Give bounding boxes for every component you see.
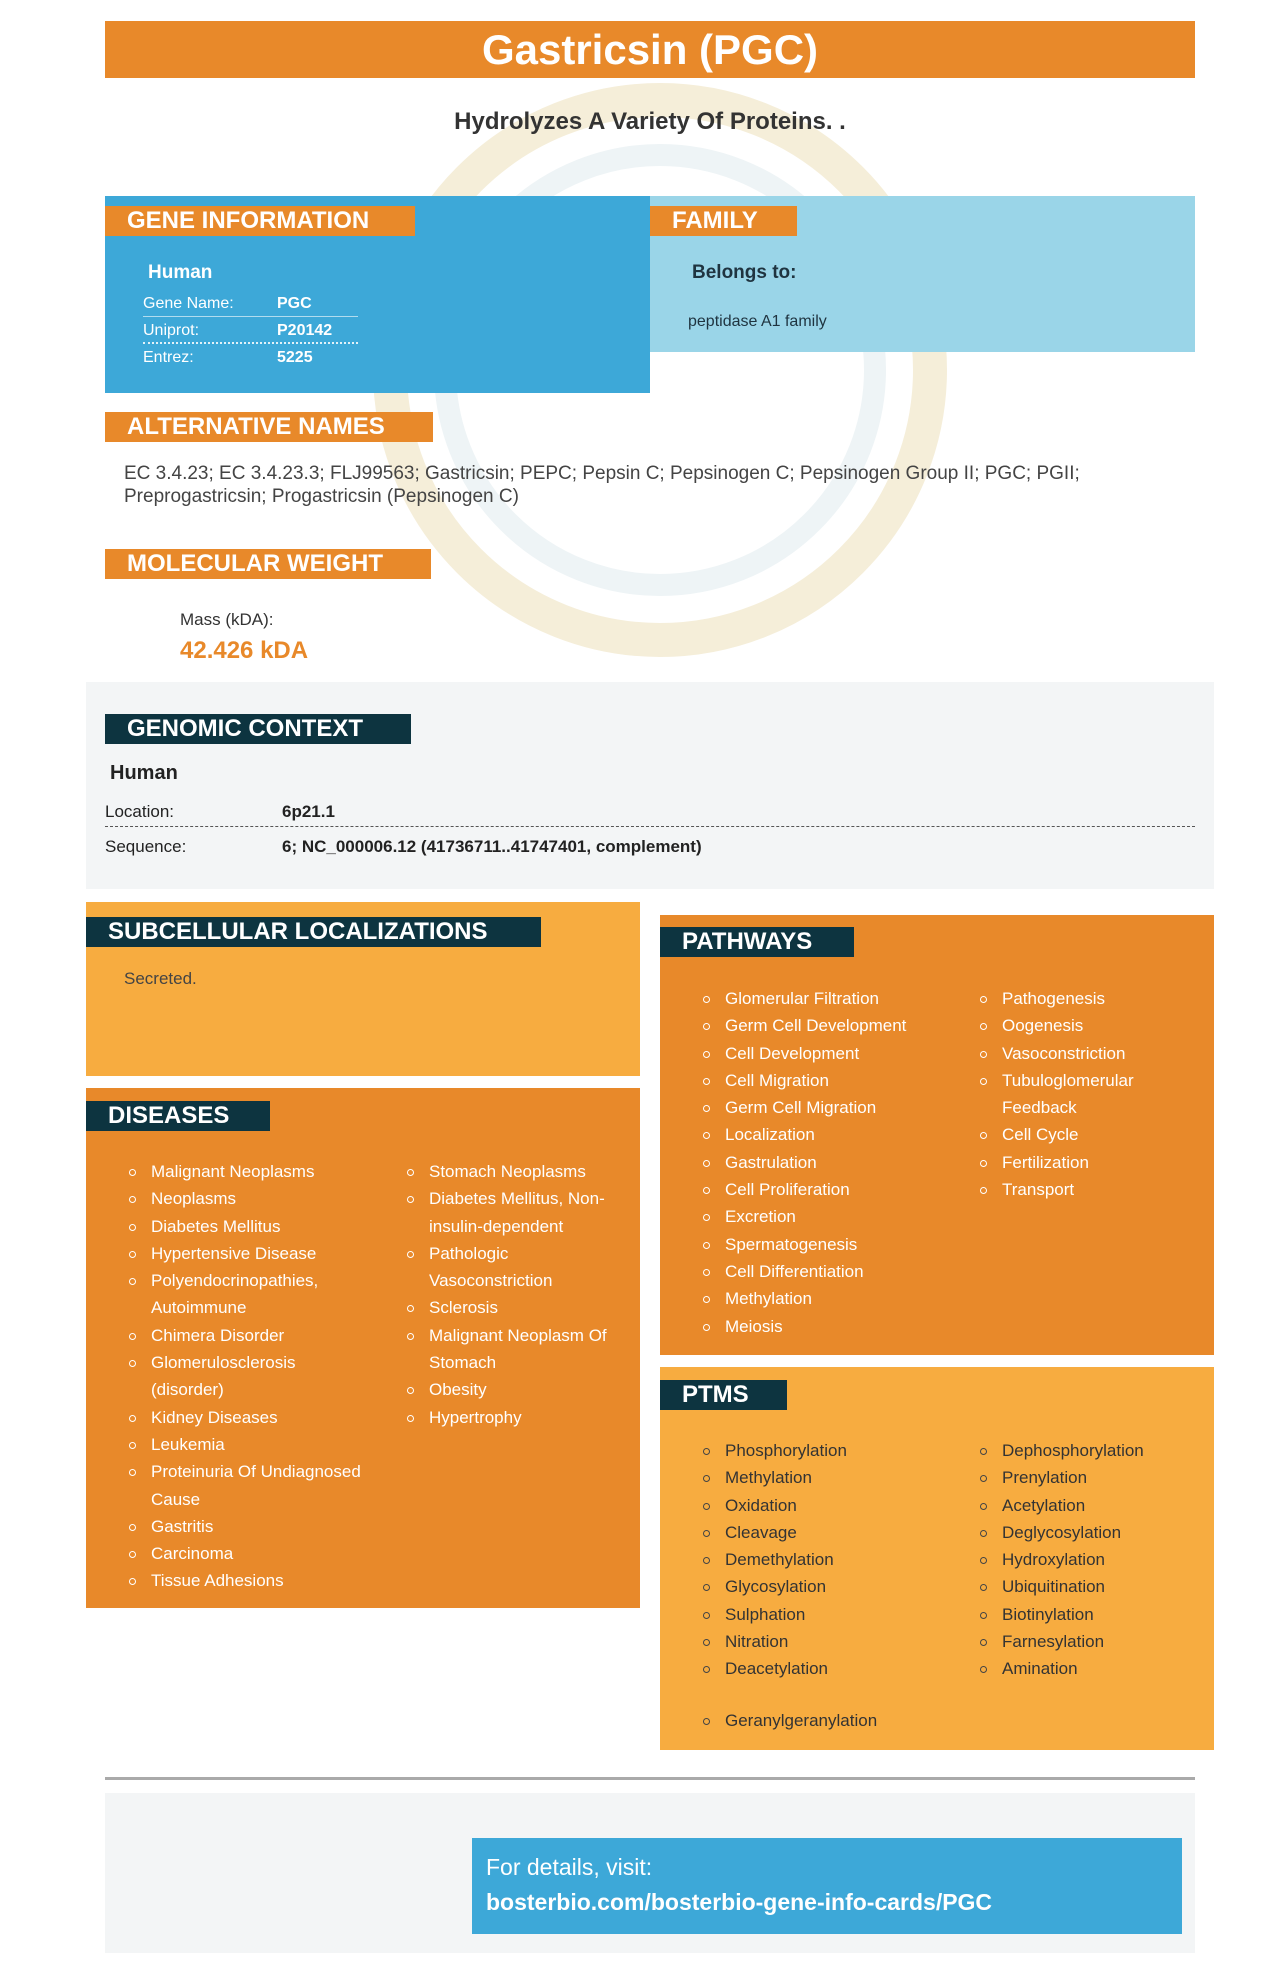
pathway-item: Cell Cycle bbox=[978, 1121, 1203, 1148]
disease-item: Obesity bbox=[405, 1376, 630, 1403]
subcellular-text: Secreted. bbox=[124, 969, 197, 988]
disease-item: Proteinuria Of Undiagnosed Cause bbox=[127, 1458, 372, 1513]
diseases-list-col2 bbox=[405, 1158, 630, 1431]
disease-item: Leukemia bbox=[127, 1431, 372, 1458]
ptm-item: Amination bbox=[978, 1655, 1208, 1682]
family-heading: FAMILY bbox=[650, 206, 797, 236]
ptms-list-col1 bbox=[701, 1437, 941, 1683]
gene-information-panel bbox=[105, 196, 650, 393]
ptm-item: Oxidation bbox=[701, 1492, 941, 1519]
gene-name-value: PGC bbox=[277, 295, 312, 312]
ptm-item: Cleavage bbox=[701, 1519, 941, 1546]
ptm-item: Dephosphorylation bbox=[978, 1437, 1208, 1464]
ptms-panel bbox=[660, 1367, 1214, 1750]
subcellular-localizations-panel bbox=[86, 902, 640, 1076]
entrez-label: Entrez: bbox=[143, 349, 194, 366]
pathway-item: Spermatogenesis bbox=[701, 1231, 941, 1258]
ptm-item: Farnesylation bbox=[978, 1628, 1208, 1655]
molecular-weight-heading: MOLECULAR WEIGHT bbox=[105, 549, 431, 579]
disease-item: Malignant Neoplasm Of Stomach bbox=[405, 1322, 630, 1377]
sequence-value: 6; NC_000006.12 (41736711..41747401, complement) bbox=[282, 837, 702, 856]
family-value: peptidase A1 family bbox=[688, 313, 827, 330]
disease-item: Hypertrophy bbox=[405, 1404, 630, 1431]
ptm-item: Geranylgeranylation bbox=[701, 1707, 941, 1734]
pathway-item: Gastrulation bbox=[701, 1149, 941, 1176]
family-panel bbox=[650, 196, 1195, 352]
footer-divider bbox=[105, 1777, 1195, 1780]
ptm-item: Prenylation bbox=[978, 1464, 1208, 1491]
pathway-item: Fertilization bbox=[978, 1149, 1203, 1176]
ptm-item: Methylation bbox=[701, 1464, 941, 1491]
pathways-heading: PATHWAYS bbox=[660, 927, 854, 957]
ptm-item: Nitration bbox=[701, 1628, 941, 1655]
gene-name-row bbox=[143, 291, 358, 317]
disease-item: Diabetes Mellitus bbox=[127, 1213, 372, 1240]
pathways-list-col2 bbox=[978, 985, 1203, 1203]
ptm-item: Sulphation bbox=[701, 1601, 941, 1628]
pathways-panel bbox=[660, 915, 1214, 1355]
alternative-names-heading: ALTERNATIVE NAMES bbox=[105, 412, 433, 442]
ptm-item: Deacetylation bbox=[701, 1655, 941, 1682]
pathway-item: Vasoconstriction bbox=[978, 1040, 1203, 1067]
uniprot-value: P20142 bbox=[277, 322, 333, 339]
pathway-item: Pathogenesis bbox=[978, 985, 1203, 1012]
pathway-item: Meiosis bbox=[701, 1313, 941, 1340]
ptm-item: Glycosylation bbox=[701, 1573, 941, 1600]
disease-item: Hypertensive Disease bbox=[127, 1240, 372, 1267]
location-row bbox=[105, 797, 1195, 827]
subcellular-heading: SUBCELLULAR LOCALIZATIONS bbox=[86, 917, 541, 947]
disease-item: Diabetes Mellitus, Non-insulin-dependent bbox=[405, 1185, 630, 1240]
diseases-list-col1 bbox=[127, 1158, 372, 1595]
diseases-heading: DISEASES bbox=[86, 1101, 270, 1131]
diseases-panel bbox=[86, 1088, 640, 1608]
genomic-context-heading: GENOMIC CONTEXT bbox=[105, 714, 411, 744]
disease-item: Malignant Neoplasms bbox=[127, 1158, 372, 1185]
mass-value: 42.426 kDA bbox=[180, 637, 309, 664]
ptms-list-extra bbox=[701, 1707, 941, 1734]
entrez-row bbox=[143, 345, 358, 371]
details-link[interactable]: bosterbio.com/bosterbio-gene-info-cards/PGC bbox=[486, 1889, 993, 1915]
uniprot-row bbox=[143, 318, 358, 344]
entrez-value: 5225 bbox=[277, 349, 313, 366]
mass-label: Mass (kDA): bbox=[180, 610, 274, 629]
page-title: Gastricsin (PGC) bbox=[105, 21, 1195, 78]
ptm-item: Deglycosylation bbox=[978, 1519, 1208, 1546]
pathway-item: Localization bbox=[701, 1121, 941, 1148]
pathway-item: Cell Migration bbox=[701, 1067, 941, 1094]
sequence-label: Sequence: bbox=[105, 837, 187, 856]
gene-name-label: Gene Name: bbox=[143, 295, 234, 312]
pathway-item: Excretion bbox=[701, 1203, 941, 1230]
pathway-item: Transport bbox=[978, 1176, 1203, 1203]
disease-item: Chimera Disorder bbox=[127, 1322, 372, 1349]
pathway-item: Germ Cell Development bbox=[701, 1012, 941, 1039]
pathway-item: Cell Proliferation bbox=[701, 1176, 941, 1203]
details-callout[interactable] bbox=[472, 1838, 1182, 1934]
pathway-item: Tubuloglomerular Feedback bbox=[978, 1067, 1203, 1122]
disease-item: Gastritis bbox=[127, 1513, 372, 1540]
disease-item: Polyendocrinopathies, Autoimmune bbox=[127, 1267, 372, 1322]
ptm-item: Acetylation bbox=[978, 1492, 1208, 1519]
disease-item: Stomach Neoplasms bbox=[405, 1158, 630, 1185]
disease-item: Sclerosis bbox=[405, 1294, 630, 1321]
gene-species: Human bbox=[148, 262, 213, 283]
ptm-item: Hydroxylation bbox=[978, 1546, 1208, 1573]
page-subtitle: Hydrolyzes A Variety Of Proteins. . bbox=[454, 108, 846, 135]
pathway-item: Glomerular Filtration bbox=[701, 985, 941, 1012]
pathway-item: Oogenesis bbox=[978, 1012, 1203, 1039]
ptm-item: Phosphorylation bbox=[701, 1437, 941, 1464]
pathway-item: Germ Cell Migration bbox=[701, 1094, 941, 1121]
ptm-item: Ubiquitination bbox=[978, 1573, 1208, 1600]
disease-item: Neoplasms bbox=[127, 1185, 372, 1212]
ptm-item: Demethylation bbox=[701, 1546, 941, 1573]
genomic-context-panel bbox=[86, 682, 1214, 889]
location-label: Location: bbox=[105, 802, 174, 821]
sequence-row bbox=[105, 832, 1195, 862]
pathways-list-col1 bbox=[701, 985, 941, 1340]
disease-item: Pathologic Vasoconstriction bbox=[405, 1240, 630, 1295]
family-belongs-label: Belongs to: bbox=[692, 262, 797, 283]
pathway-item: Cell Development bbox=[701, 1040, 941, 1067]
uniprot-label: Uniprot: bbox=[143, 322, 200, 339]
details-label: For details, visit: bbox=[486, 1854, 653, 1880]
disease-item: Kidney Diseases bbox=[127, 1404, 372, 1431]
disease-item: Tissue Adhesions bbox=[127, 1567, 372, 1594]
disease-item: Carcinoma bbox=[127, 1540, 372, 1567]
pathway-item: Cell Differentiation bbox=[701, 1258, 941, 1285]
alternative-names-text: EC 3.4.23; EC 3.4.23.3; FLJ99563; Gastricsin; PEPC; Pepsin C; Pepsinogen C; Pepsinogen Group II; PGC; PGII; Preprogastricsin; Progastricsin (Pepsinogen C) bbox=[124, 463, 1080, 507]
genomic-species: Human bbox=[110, 762, 178, 784]
disease-item: Glomerulosclerosis (disorder) bbox=[127, 1349, 372, 1404]
pathway-item: Methylation bbox=[701, 1285, 941, 1312]
ptms-heading: PTMS bbox=[660, 1380, 787, 1410]
location-value: 6p21.1 bbox=[282, 802, 335, 821]
ptm-item: Biotinylation bbox=[978, 1601, 1208, 1628]
gene-information-heading: GENE INFORMATION bbox=[105, 206, 415, 236]
ptms-list-col2 bbox=[978, 1437, 1208, 1683]
